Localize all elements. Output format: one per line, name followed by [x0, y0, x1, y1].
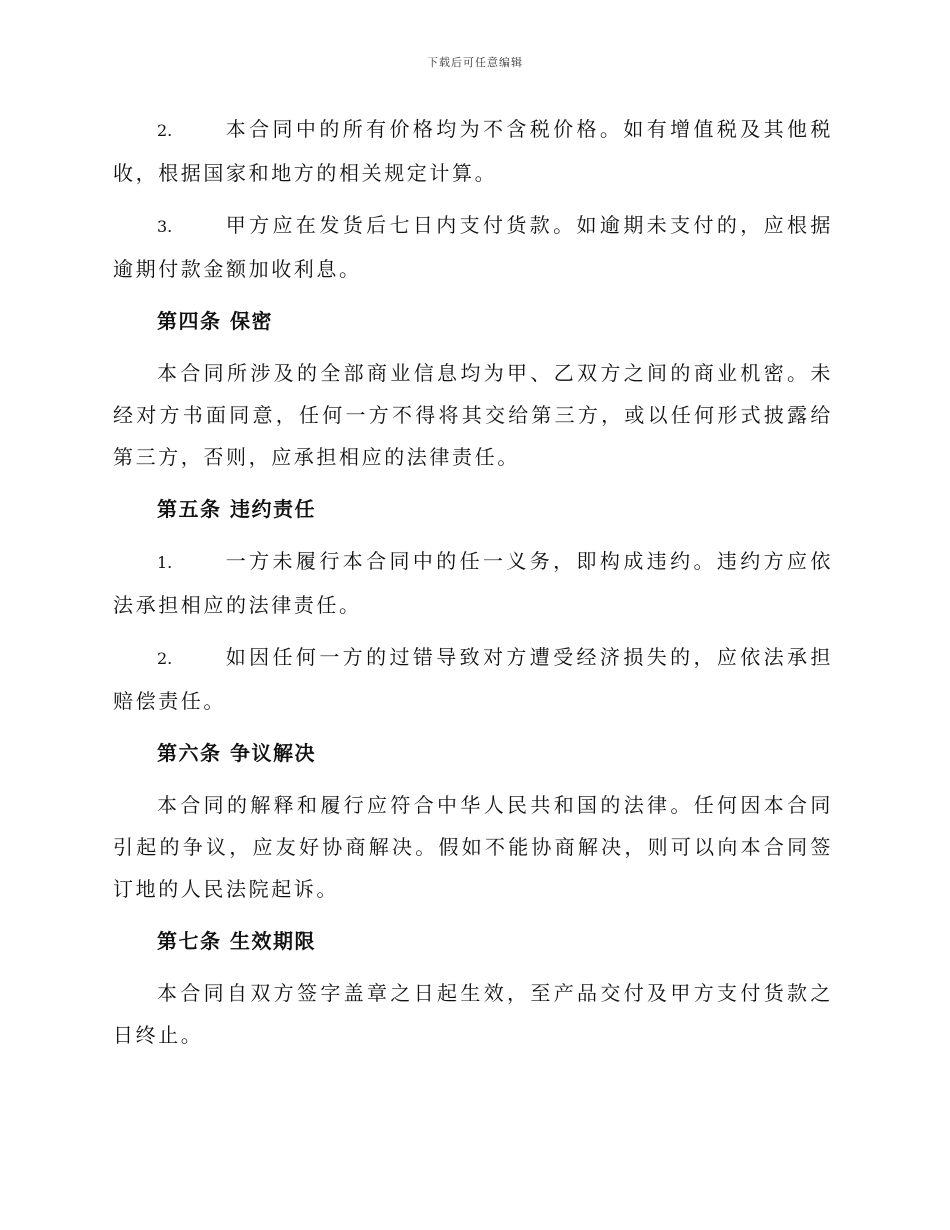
section-heading: 第五条 违约责任: [157, 497, 316, 521]
clause-item: [113, 540, 833, 626]
clause-text: 一方未履行本合同中的任一义务，即构成违约。违约方应依法承担相应的法律责任。: [113, 549, 833, 617]
clause-item: [113, 204, 833, 290]
clause-number: 1.: [157, 553, 173, 572]
section-heading: 第四条 保密: [157, 309, 273, 333]
clause-item: [113, 108, 833, 194]
clause-text: 如因任何一方的过错导致对方遭受经济损失的，应依法承担赔偿责任。: [113, 645, 833, 713]
page-header: 下载后可任意编辑: [427, 56, 523, 69]
section-heading: 第六条 争议解决: [157, 741, 316, 765]
clause-number: 3.: [157, 217, 173, 236]
clause-number: 2.: [157, 121, 173, 140]
document-body: [113, 108, 833, 1066]
section-paragraph: 本合同的解释和履行应符合中华人民共和国的法律。任何因本合同引起的争议，应友好协商解决。假如不能协商解决，则可以向本合同签订地的人民法院起诉。: [113, 793, 833, 901]
section-paragraph: 本合同自双方签字盖章之日起生效，至产品交付及甲方支付货款之日终止。: [113, 981, 833, 1047]
section-paragraph: 本合同所涉及的全部商业信息均为甲、乙双方之间的商业机密。未经对方书面同意，任何一方不得将其交给第三方，或以任何形式披露给第三方，否则，应承担相应的法律责任。: [113, 361, 833, 469]
clause-text: 甲方应在发货后七日内支付货款。如逾期未支付的，应根据逾期付款金额加收利息。: [113, 213, 833, 281]
clause-item: [113, 636, 833, 722]
clause-text: 本合同中的所有价格均为不含税价格。如有增值税及其他税收，根据国家和地方的相关规定计算。: [113, 117, 833, 185]
section-heading: 第七条 生效期限: [157, 929, 316, 953]
clause-number: 2.: [157, 649, 173, 668]
